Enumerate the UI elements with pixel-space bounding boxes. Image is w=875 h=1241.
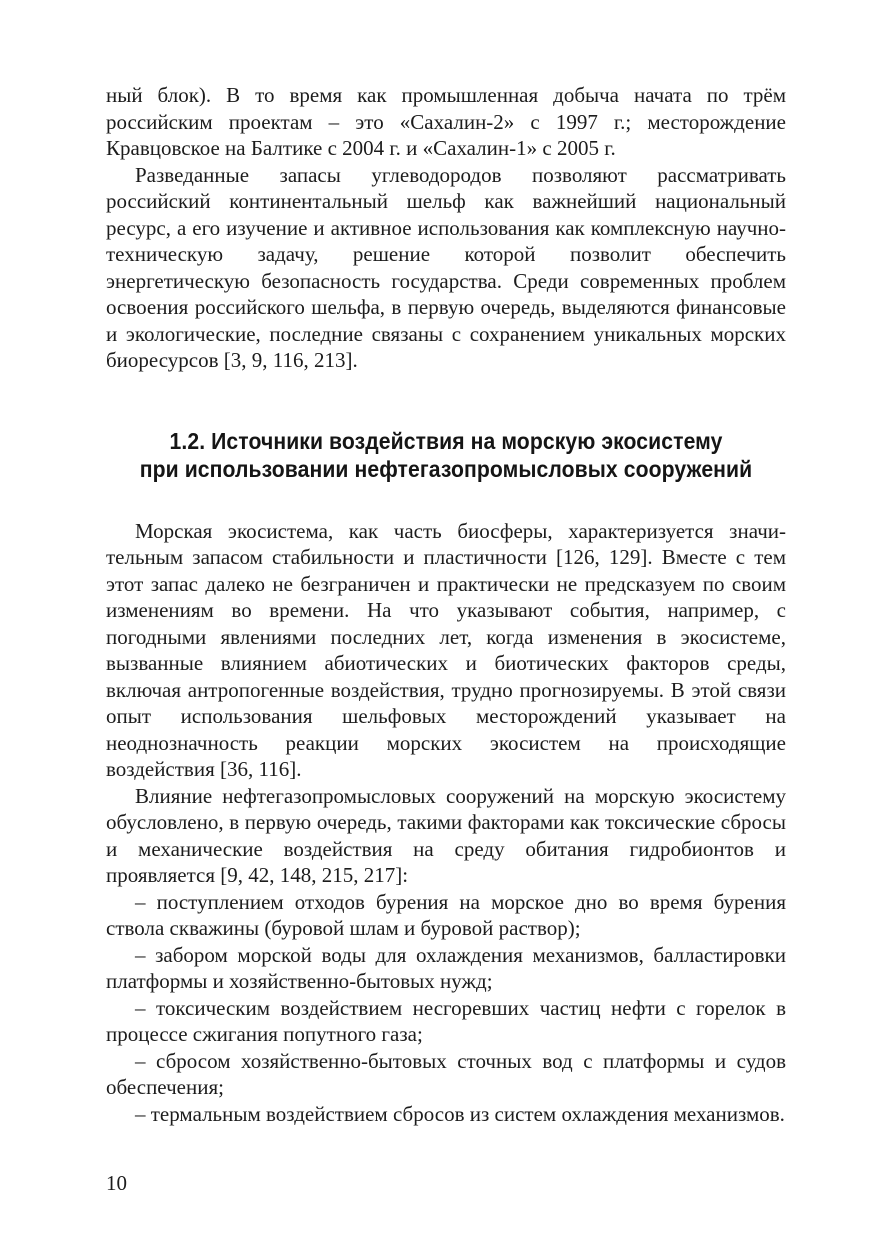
list-item-wastewater: – сбросом хозяйственно-бытовых сточных вод с платформы и судов обеспечения; — [106, 1048, 786, 1099]
page-number: 10 — [106, 1171, 127, 1195]
list-item-thermal: – термальным воздействием сбросов из систем охлаждения механизмов. — [135, 1101, 785, 1126]
section-heading-line-1: 1.2. Источники воздействия на морскую экосистему — [169, 427, 723, 454]
list-item-toxic-burn: – токсическим воздействием несгоревших частиц нефти с горелок в процессе сжигания попутного газа; — [106, 995, 786, 1046]
list-item-water-intake: – забором морской воды для охлаждения механизмов, балластировки платформы и хозяйственно-бытовых нужд; — [106, 942, 786, 993]
section-heading-line-2: при использовании нефтегазопромысловых сооружений — [139, 455, 753, 482]
list-item-drilling-waste: – поступлением отходов бурения на морское дно во время бурения ствола скважины (буровой шлам и буровой раствор); — [106, 889, 786, 940]
paragraph-influence-factors: Влияние нефтегазопромысловых сооружений на морскую экосистему обусловлено, в первую очередь, такими факторами как токсические сбросы и механические воздействия на среду обитания гидробионтов и проявляется [9, 42, 148, 215, 217]: — [106, 783, 786, 887]
section-heading — [133, 427, 759, 483]
paragraph-continuation: ный блок). В то время как промышленная добыча начата по трём российским проектам – это «Сахалин-2» с 1997 г.; месторождение Кравцовское на Балтике с 2004 г. и «Сахалин-1» с 2005 г. — [106, 83, 786, 160]
paragraph-explored-reserves: Разведанные запасы углеводородов позволяют рассматривать российский континентальный шельф как важнейший национальный ресурс, а его изучение и активное использования как комплексную научно-техническую задачу, решение которой позволит обеспечить энергетическую безопасность государства. Среди современных проблем освоения российского шельфа, в первую очередь, выделяются финансовые и экологические, последние связаны с сохранением уникальных морских биоресурсов [3, 9, 116, 213]. — [106, 162, 786, 372]
paragraph-marine-ecosystem: Морская экосистема, как часть биосферы, характеризуется значительным запасом стабильности и пластичности [126, 129]. Вместе с тем этот запас далеко не безграничен и практически не предсказуем по своим изменениям во времени. На что указывают события, например, с погодными явлениями последних лет, когда изменения в экосистеме, вызванные влиянием абиотических и биотических факторов среды, включая антропогенные воздействия, трудно прогнозируемы. В этой связи опыт использования шельфовых месторождений указывает на неоднозначность реакции морских экосистем на происходящие воздействия [36, 116]. — [106, 518, 786, 781]
page-body — [106, 82, 786, 1127]
